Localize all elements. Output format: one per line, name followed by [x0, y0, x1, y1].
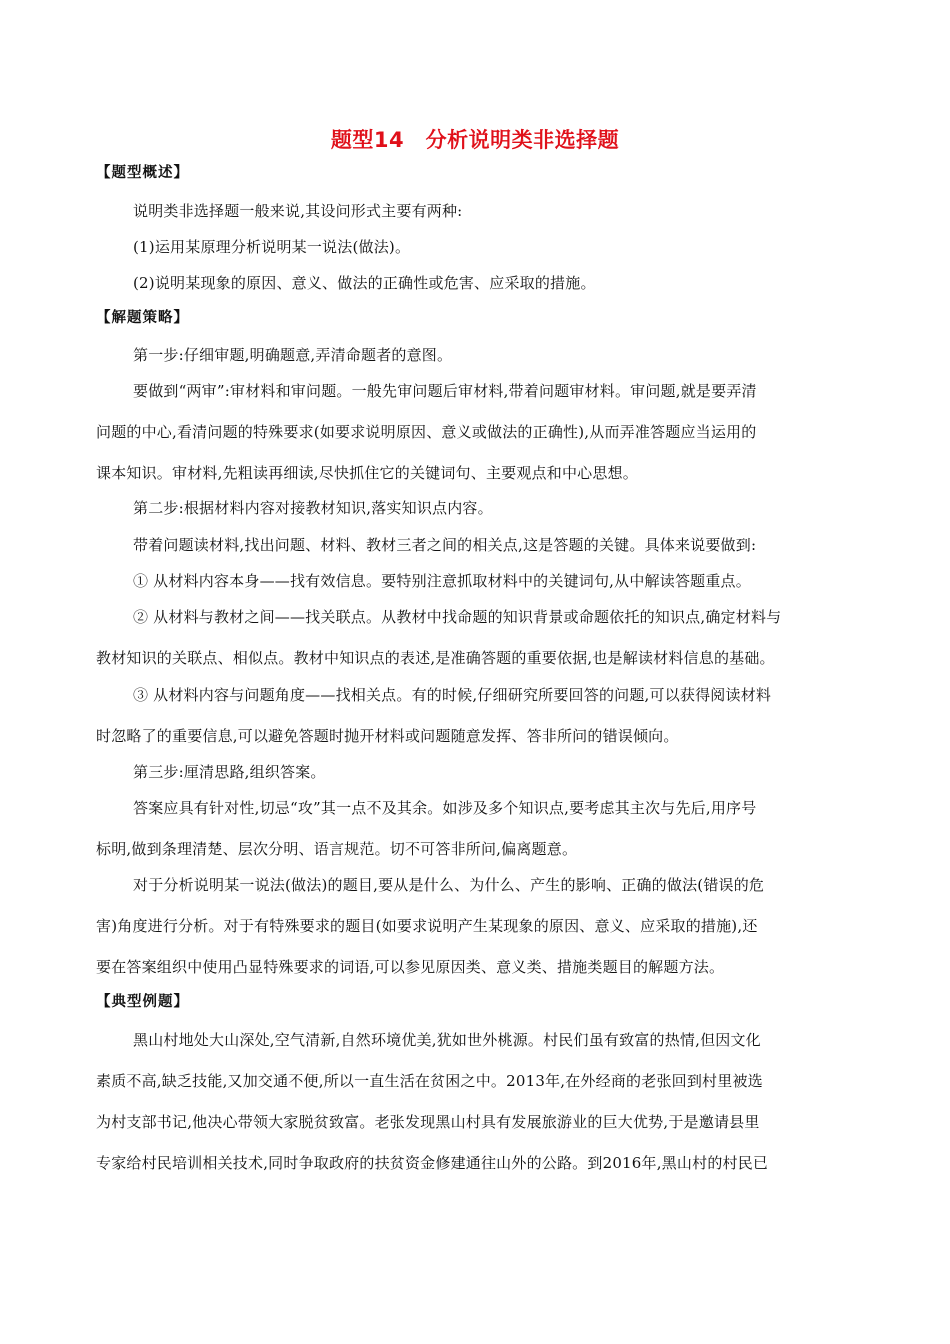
paragraph-line: 教材知识的关联点、相似点。教材中知识点的表述,是准确答题的重要依据,也是解读材料信息的基础。 — [96, 649, 775, 667]
paragraph-line: 专家给村民培训相关技术,同时争取政府的扶贫资金修建通往山外的公路。到2016年,黑山村的村民已 — [96, 1154, 769, 1172]
page-title: 题型14 分析说明类非选择题 — [330, 128, 620, 152]
paragraph-line: ② 从材料与教材之间——找关联点。从教材中找命题的知识背景或命题依托的知识点,确定材料与 — [133, 608, 782, 626]
section-heading-strategy: 【解题策略】 — [96, 310, 189, 326]
paragraph-line: 对于分析说明某一说法(做法)的题目,要从是什么、为什么、产生的影响、正确的做法(错误的危 — [133, 876, 765, 894]
paragraph-line: 第三步:厘清思路,组织答案。 — [133, 763, 326, 781]
paragraph-line: 素质不高,缺乏技能,又加交通不便,所以一直生活在贫困之中。2013年,在外经商的老张回到村里被选 — [96, 1072, 763, 1090]
paragraph-line: 时忽略了的重要信息,可以避免答题时抛开材料或问题随意发挥、答非所问的错误倾向。 — [96, 727, 679, 745]
paragraph-line: 害)角度进行分析。对于有特殊要求的题目(如要求说明产生某现象的原因、意义、应采取的措施),还 — [96, 917, 758, 935]
paragraph-line: 标明,做到条理清楚、层次分明、语言规范。切不可答非所问,偏离题意。 — [96, 840, 578, 858]
paragraph-line: (2)说明某现象的原因、意义、做法的正确性或危害、应采取的措施。 — [133, 274, 596, 292]
paragraph-line: ① 从材料内容本身——找有效信息。要特别注意抓取材料中的关键词句,从中解读答题重点。 — [133, 572, 751, 590]
paragraph-line: 课本知识。审材料,先粗读再细读,尽快抓住它的关键词句、主要观点和中心思想。 — [96, 464, 638, 482]
paragraph-line: (1)运用某原理分析说明某一说法(做法)。 — [133, 238, 411, 256]
paragraph-line: 要在答案组织中使用凸显特殊要求的词语,可以参见原因类、意义类、措施类题目的解题方法。 — [96, 958, 725, 976]
paragraph-line: 第一步:仔细审题,明确题意,弄清命题者的意图。 — [133, 346, 453, 364]
section-heading-overview: 【题型概述】 — [96, 165, 189, 181]
paragraph-line: 带着问题读材料,找出问题、材料、教材三者之间的相关点,这是答题的关键。具体来说要做到: — [133, 536, 757, 554]
section-heading-example: 【典型例题】 — [96, 994, 189, 1010]
paragraph-line: 要做到“两审”:审材料和审问题。一般先审问题后审材料,带着问题审材料。审问题,就是要弄清 — [133, 382, 757, 400]
paragraph-line: 第二步:根据材料内容对接教材知识,落实知识点内容。 — [133, 499, 493, 517]
paragraph-line: ③ 从材料内容与问题角度——找相关点。有的时候,仔细研究所要回答的问题,可以获得阅读材料 — [133, 686, 772, 704]
paragraph-line: 答案应具有针对性,切忌“攻”其一点不及其余。如涉及多个知识点,要考虑其主次与先后,用序号 — [133, 799, 757, 817]
paragraph-line: 黑山村地处大山深处,空气清新,自然环境优美,犹如世外桃源。村民们虽有致富的热情,但因文化 — [133, 1031, 761, 1049]
paragraph-line: 为村支部书记,他决心带领大家脱贫致富。老张发现黑山村具有发展旅游业的巨大优势,于是邀请县里 — [96, 1113, 760, 1131]
paragraph-line: 说明类非选择题一般来说,其设问形式主要有两种: — [133, 202, 463, 220]
paragraph-line: 问题的中心,看清问题的特殊要求(如要求说明原因、意义或做法的正确性),从而弄准答题应当运用的 — [96, 423, 757, 441]
